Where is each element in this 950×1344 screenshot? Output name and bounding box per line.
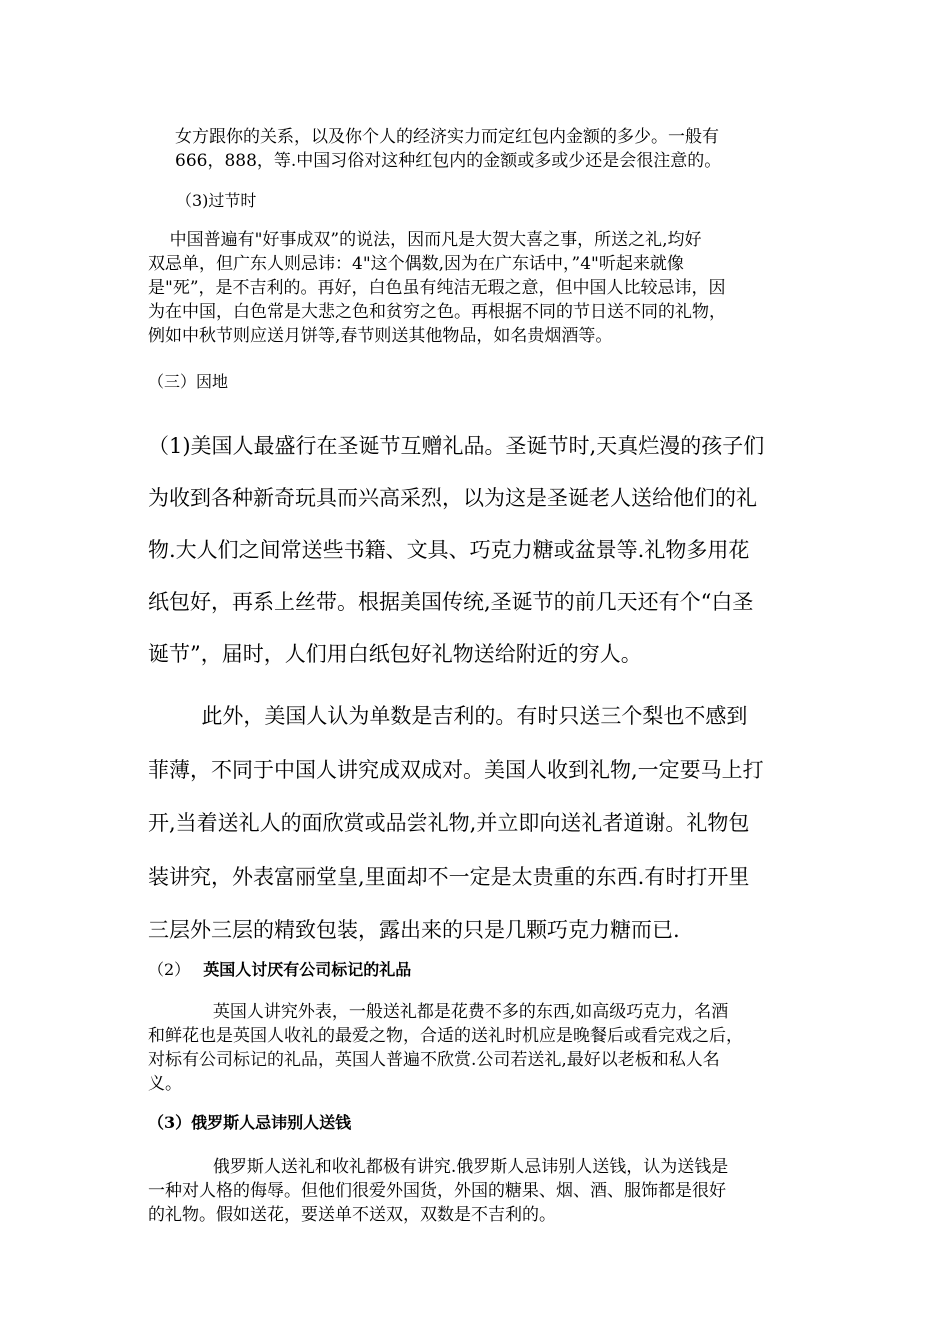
text-line: 为在中国，白色常是大悲之色和贫穷之色。再根据不同的节日送不同的礼物， <box>148 302 726 322</box>
heading-place: （三）因地 <box>148 372 229 391</box>
text-line: 一种对人格的侮辱。但他们很爱外国货，外国的糖果、烟、酒、服饰都是很好 <box>148 1181 726 1201</box>
text-line: 物.大人们之间常送些书籍、文具、巧克力糖或盆景等.礼物多用花 <box>148 538 750 562</box>
text-line: 义。 <box>148 1074 182 1094</box>
paragraph-usa-odd-numbers <box>148 690 764 958</box>
paragraph-red-envelope <box>175 125 721 173</box>
text-line: 此外，美国人认为单数是吉利的。有时只送三个梨也不感到 <box>148 704 748 728</box>
text-line: 对标有公司标记的礼品，英国人普遍不欣赏.公司若送礼,最好以老板和私人名 <box>148 1050 720 1070</box>
text-line: 双忌单，但广东人则忌讳：4"这个偶数,因为在广东话中，”4"听起来就像 <box>148 254 684 274</box>
text-line: 女方跟你的关系，以及你个人的经济实力而定红包内金额的多少。一般有 <box>175 127 719 147</box>
paragraph-russia <box>148 1155 728 1227</box>
heading-russia: （3）俄罗斯人忌讳别人送钱 <box>148 1113 352 1132</box>
text-line: 开,当着送礼人的面欣赏或品尝礼物,并立即向送礼者道谢。礼物包 <box>148 811 750 835</box>
text-line: 和鲜花也是英国人收礼的最爱之物，合适的送礼时机应是晚餐后或看完戏之后， <box>148 1026 743 1046</box>
text-line: （1)美国人最盛行在圣诞节互赠礼品。圣诞节时,天真烂漫的孩子们 <box>148 434 765 458</box>
text-line: 诞节”，届时，人们用白纸包好礼物送给附近的穷人。 <box>148 642 642 666</box>
paragraph-uk <box>148 1000 743 1096</box>
text-line: 例如中秋节则应送月饼等,春节则送其他物品，如名贵烟酒等。 <box>148 326 613 346</box>
text-line: 俄罗斯人送礼和收礼都极有讲究.俄罗斯人忌讳别人送钱，认为送钱是 <box>148 1157 729 1177</box>
heading-festival: （3)过节时 <box>176 191 257 210</box>
paragraph-usa-christmas <box>148 420 764 680</box>
text-line: 为收到各种新奇玩具而兴高采烈，以为这是圣诞老人送给他们的礼 <box>148 486 757 510</box>
text-line: 英国人讲究外表，一般送礼都是花费不多的东西,如高级巧克力，名酒 <box>148 1002 729 1022</box>
text-line: 666，888，等.中国习俗对这种红包内的金额或多或少还是会很注意的。 <box>175 151 722 171</box>
text-line: 菲薄，不同于中国人讲究成双成对。美国人收到礼物,一定要马上打 <box>148 757 764 782</box>
text-line: 中国普遍有"好事成双”的说法，因而凡是大贺大喜之事，所送之礼,均好 <box>148 230 702 250</box>
text-line: 三层外三层的精致包装，露出来的只是几颗巧克力糖而已. <box>148 918 680 942</box>
heading-uk <box>148 960 411 980</box>
text-line: 纸包好，再系上丝带。根据美国传统,圣诞节的前几天还有个“白圣 <box>148 590 754 614</box>
text-line: 的礼物。假如送花，要送单不送双，双数是不吉利的。 <box>148 1205 556 1225</box>
paragraph-festival <box>148 228 726 348</box>
text-line: 装讲究，外表富丽堂皇,里面却不一定是太贵重的东西.有时打开里 <box>148 864 750 889</box>
heading-uk-title: 英国人讨厌有公司标记的礼品 <box>203 960 412 979</box>
heading-uk-number: （2） <box>148 960 191 979</box>
text-line: 是"死”，是不吉利的。再好，白色虽有纯洁无瑕之意，但中国人比较忌讳，因 <box>148 278 726 298</box>
